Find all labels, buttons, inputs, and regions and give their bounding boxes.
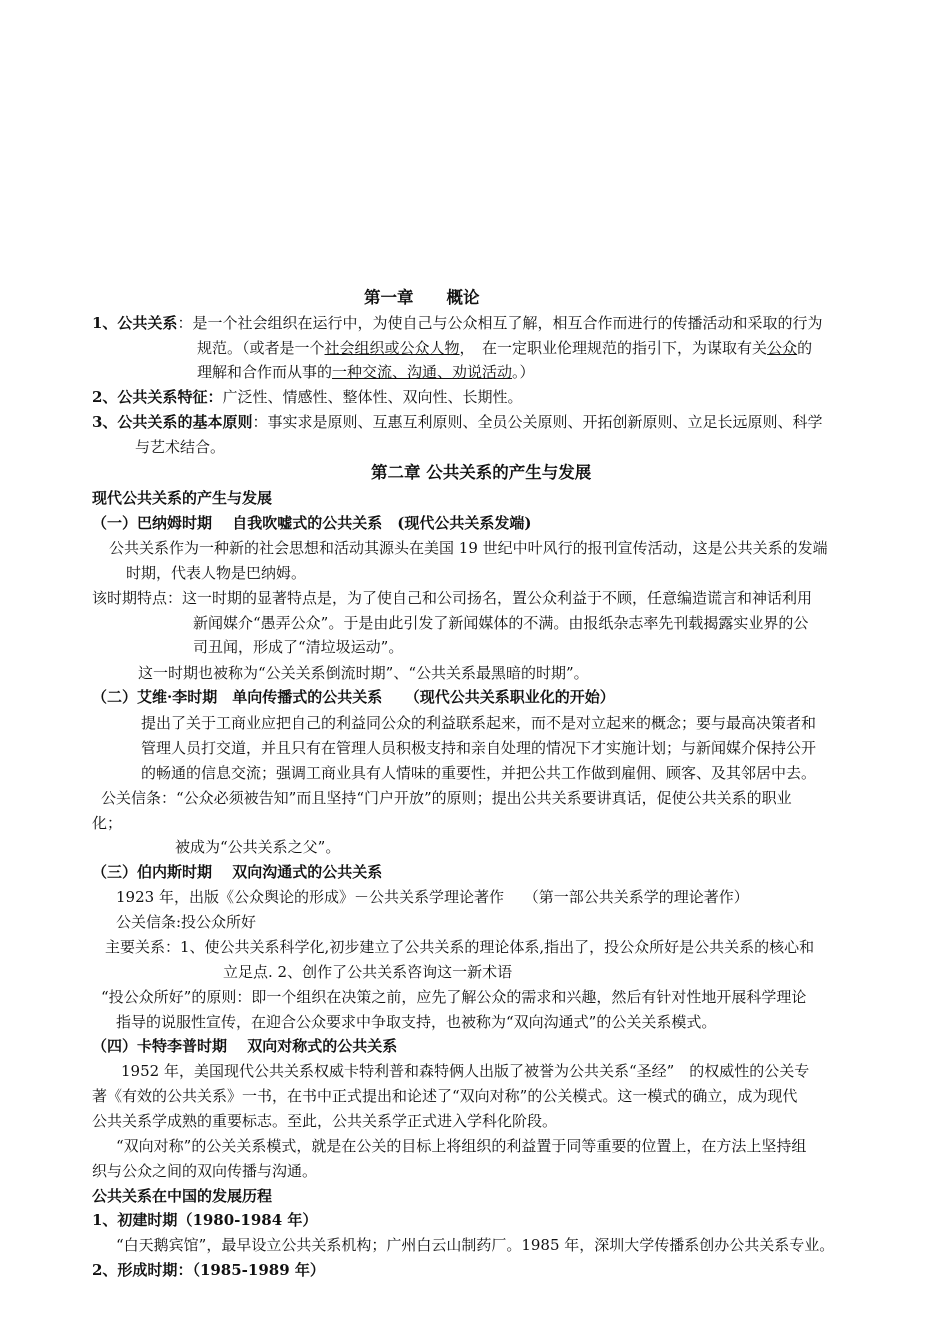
period-3-heading: （三）伯内斯时期 双向沟通式的公共关系 bbox=[92, 863, 383, 881]
period-2-line2: 管理人员打交道，并且只有在管理人员积极支持和亲自处理的情况下才实施计划；与新闻媒介保持公开 bbox=[141, 739, 817, 757]
period-1-heading: （一）巴纳姆时期 自我吹嘘式的公共关系 (现代公共关系发端) bbox=[92, 514, 532, 532]
ch1-item3-text: ：事实求是原则、互惠互利原则、全员公关原则、开拓创新原则、立足长远原则、科学 bbox=[252, 413, 823, 431]
period-2-creed-line1: 公关信条：“公众必须被告知”而且坚持“门户开放”的原则；提出公共关系要讲真话，促使公共关系的职业 bbox=[101, 789, 792, 807]
text-run: ， 在一定职业伦理规范的指引下，为谋取有关 bbox=[459, 339, 768, 357]
chapter-2-title: 第二章 公共关系的产生与发展 bbox=[371, 463, 592, 482]
period-1-line1: 公共关系作为一种新的社会思想和活动其源头在美国 19 世纪中叶风行的报刊宣传活动，这是公共关系的发端 bbox=[109, 539, 828, 557]
period-3-principle-line1: “投公众所好”的原则：即一个组织在决策之前，应先了解公众的需求和兴趣，然后有针对性地开展科学理论 bbox=[101, 988, 807, 1006]
period-2-line1: 提出了关于工商业应把自己的利益同公众的利益联系起来，而不是对立起来的概念；要与最高决策者和 bbox=[141, 714, 817, 732]
period-1-feature-line1: 该时期特点：这一时期的显著特点是，为了使自己和公司扬名，置公众利益于不顾，任意编造谎言和神话利用 bbox=[92, 589, 813, 607]
period-4-line5: 织与公众之间的双向传播与沟通。 bbox=[92, 1162, 318, 1180]
period-3-line1: 1923 年，出版《公众舆论的形成》－公共关系学理论著作 （第一部公共关系学的理论著作） bbox=[116, 888, 749, 906]
ch1-item2-text: 广泛性、情感性、整体性、双向性、长期性。 bbox=[222, 388, 523, 406]
period-1-line2: 时期，代表人物是巴纳姆。 bbox=[126, 564, 307, 582]
ch1-item3-line1 bbox=[92, 410, 822, 434]
period-2-line3: 的畅通的信息交流；强调工商业具有人情味的重要性，并把公共工作做到雇佣、顾客、及其邻居中去。 bbox=[141, 764, 817, 782]
period-4-line2: 著《有效的公共关系》一书，在书中正式提出和论述了“双向对称”的公关模式。这一模式的确立，成为现代 bbox=[92, 1087, 798, 1105]
text-run: 理解和合作而从事的 bbox=[197, 363, 333, 381]
ch1-item3-line2: 与艺术结合。 bbox=[135, 438, 226, 456]
text-run: 规范。（或者是一个 bbox=[197, 339, 325, 357]
period-3-creed: 公关信条:投公众所好 bbox=[116, 913, 257, 931]
period-2-father: 被成为“公共关系之父”。 bbox=[175, 838, 341, 856]
period-3-principle-line2: 指导的说服性宣传，在迎合公众要求中争取支持，也被称为“双向沟通式”的公关关系模式。 bbox=[116, 1013, 717, 1031]
ch1-item1-text: ：是一个社会组织在运行中，为使自己与公众相互了解，相互合作而进行的传播活动和采取的行为 bbox=[177, 314, 823, 332]
underlined-term: 一种交流、沟通、劝说活动 bbox=[332, 363, 513, 381]
ch1-item1-line1 bbox=[92, 311, 822, 335]
china-stage-1-heading: 1、初建时期（1980-1984 年） bbox=[92, 1211, 318, 1229]
ch1-item1-label: 1、公共关系 bbox=[92, 314, 178, 332]
ch1-item2-label: 2、公共关系特征： bbox=[92, 388, 223, 406]
period-3-main-line1: 主要关系：1、使公共关系科学化,初步建立了公共关系的理论体系,指出了，投公众所好是公共关系的核心和 bbox=[105, 938, 815, 956]
ch1-item1-line2 bbox=[197, 336, 812, 360]
text-run: 。） bbox=[512, 363, 535, 381]
period-1-also-called: 这一时期也被称为“公关关系倒流时期”、“公共关系最黑暗的时期”。 bbox=[138, 664, 589, 682]
underlined-term: 公众 bbox=[767, 339, 798, 357]
ch1-item1-line3 bbox=[197, 360, 535, 384]
ch1-item3-label: 3、公共关系的基本原则 bbox=[92, 413, 253, 431]
period-4-heading: （四）卡特李普时期 双向对称式的公共关系 bbox=[92, 1037, 398, 1055]
china-heading: 公共关系在中国的发展历程 bbox=[92, 1187, 273, 1205]
text-run: 的 bbox=[797, 339, 813, 357]
ch1-item2 bbox=[92, 385, 522, 409]
chapter-1-title: 第一章 概论 bbox=[364, 288, 480, 307]
underlined-term: 社会组织或公众人物 bbox=[324, 339, 460, 357]
china-stage-1-text: “白天鹅宾馆”，最早设立公共关系机构；广州白云山制药厂。1985 年，深圳大学传播系创办公共关系专业。 bbox=[116, 1236, 835, 1254]
period-1-feature-line3: 司丑闻，形成了“清垃圾运动”。 bbox=[193, 638, 404, 656]
period-4-line4: “双向对称”的公关关系模式，就是在公关的目标上将组织的利益置于同等重要的位置上，在方法上坚持组 bbox=[116, 1137, 807, 1155]
china-stage-2-heading: 2、形成时期：（1985-1989 年） bbox=[92, 1261, 325, 1279]
period-3-main-line2: 立足点. 2、创作了公共关系咨询这一新术语 bbox=[223, 963, 513, 981]
period-2-creed-line2: 化； bbox=[92, 814, 123, 832]
period-1-feature-line2: 新闻媒介“愚弄公众”。于是由此引发了新闻媒体的不满。由报纸杂志率先刊载揭露实业界的公 bbox=[193, 614, 809, 632]
period-4-line1: 1952 年，美国现代公共关系权威卡特利普和森特俩人出版了被誉为公共关系“圣经” 的权威性的公关专 bbox=[121, 1062, 810, 1080]
modern-pr-heading: 现代公共关系的产生与发展 bbox=[92, 489, 273, 507]
period-4-line3: 公共关系学成熟的重要标志。至此，公共关系学正式进入学科化阶段。 bbox=[92, 1112, 558, 1130]
period-2-heading: （二）艾维·李时期 单向传播式的公共关系 （现代公共关系职业化的开始） bbox=[92, 688, 615, 706]
